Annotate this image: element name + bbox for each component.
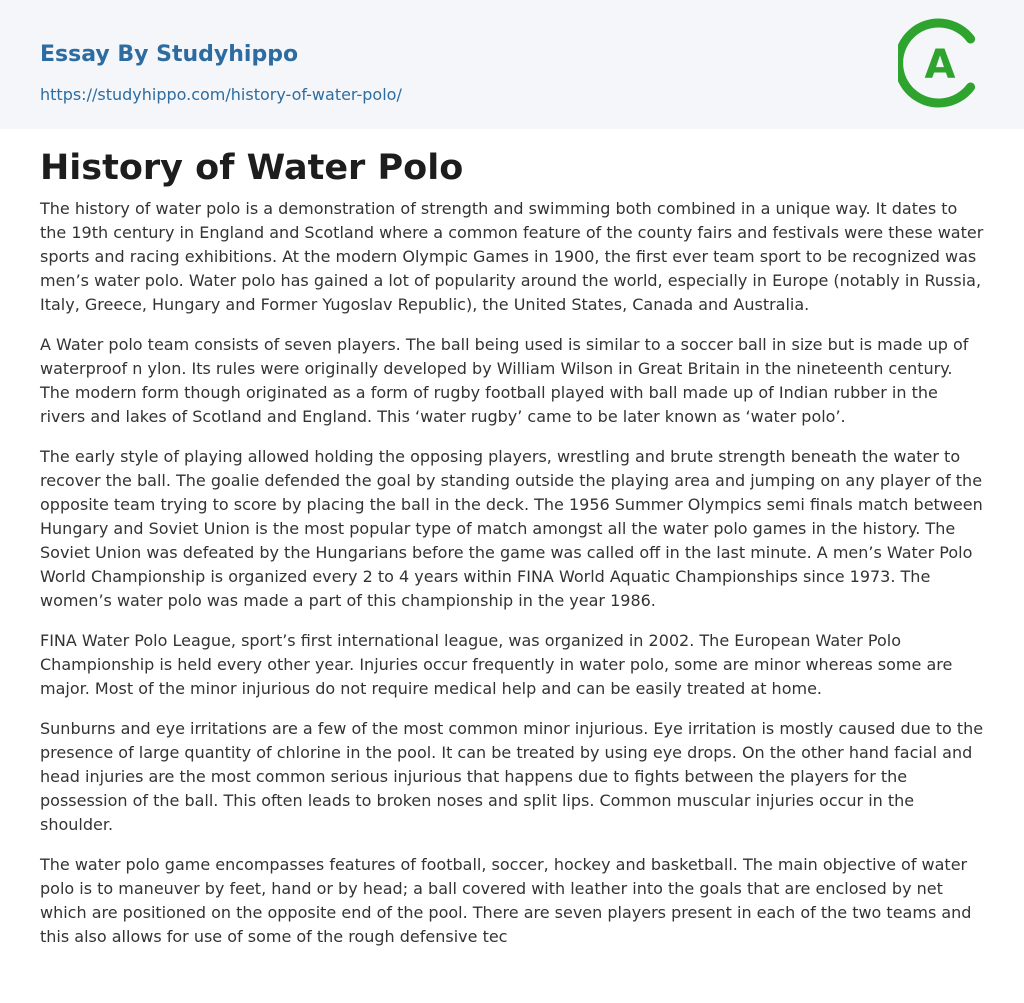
site-header bbox=[0, 0, 1024, 129]
studyhippo-logo-icon[interactable] bbox=[898, 18, 988, 108]
article-title: History of Water Polo bbox=[40, 148, 464, 188]
article bbox=[0, 129, 1024, 949]
paragraph: The early style of playing allowed holding the opposing players, wrestling and brute strength beneath the water to recover the ball. The goalie defended the goal by standing outside the playing area and jumping on any player of the opposite team trying to score by placing the ball in the deck. The 1956 Summer Olympics semi finals match between Hungary and Soviet Union is the most popular type of match amongst all the water polo games in the history. The Soviet Union was defeated by the Hungarians before the game was called off in the last minute. A men’s Water Polo World Championship is organized every 2 to 4 years within FINA World Aquatic Championships since 1973. The women’s water polo was made a part of this championship in the year 1986. bbox=[40, 447, 983, 610]
paragraph: A Water polo team consists of seven players. The ball being used is similar to a soccer ball in size but is made up of waterproof n ylon. Its rules were originally developed by William Wilson in Great Britain in the nineteenth century. The modern form though originated as a form of rugby football played with ball made up of Indian rubber in the rivers and lakes of Scotland and England. This ‘water rugby’ came to be later known as ‘water polo’. bbox=[40, 335, 969, 426]
brand-title[interactable]: Essay By Studyhippo bbox=[40, 42, 299, 67]
paragraph: The history of water polo is a demonstration of strength and swimming both combined in a unique way. It dates to the 19th century in England and Scotland where a common feature of the county fairs and festivals were these water sports and racing exhibitions. At the modern Olympic Games in 1900, the first ever team sport to be recognized was men’s water polo. Water polo has gained a lot of popularity around the world, especially in Europe (notably in Russia, Italy, Greece, Hungary and Former Yugoslav Republic), the United States, Canada and Australia. bbox=[40, 199, 984, 314]
logo-letter: A bbox=[924, 42, 956, 88]
paragraph: FINA Water Polo League, sport’s first international league, was organized in 2002. The European Water Polo Championship is held every other year. Injuries occur frequently in water polo, some are minor whereas some are major. Most of the minor injurious do not require medical help and can be easily treated at home. bbox=[40, 631, 953, 698]
essay-url-link[interactable]: https://studyhippo.com/history-of-water-polo/ bbox=[40, 85, 402, 104]
article-body bbox=[40, 197, 984, 949]
paragraph: Sunburns and eye irritations are a few of the most common minor injurious. Eye irritation is mostly caused due to the presence of large quantity of chlorine in the pool. It can be treated by using eye drops. On the other hand facial and head injuries are the most common serious injurious that happens due to fights between the players for the possession of the ball. This often leads to broken noses and split lips. Common muscular injuries occur in the shoulder. bbox=[40, 719, 984, 834]
paragraph: The water polo game encompasses features of football, soccer, hockey and basketball. The main objective of water polo is to maneuver by feet, hand or by head; a ball covered with leather into the goals that are enclosed by net which are positioned on the opposite end of the pool. There are seven players present in each of the two teams and this also allows for use of some of the rough defensive tec bbox=[40, 855, 972, 946]
